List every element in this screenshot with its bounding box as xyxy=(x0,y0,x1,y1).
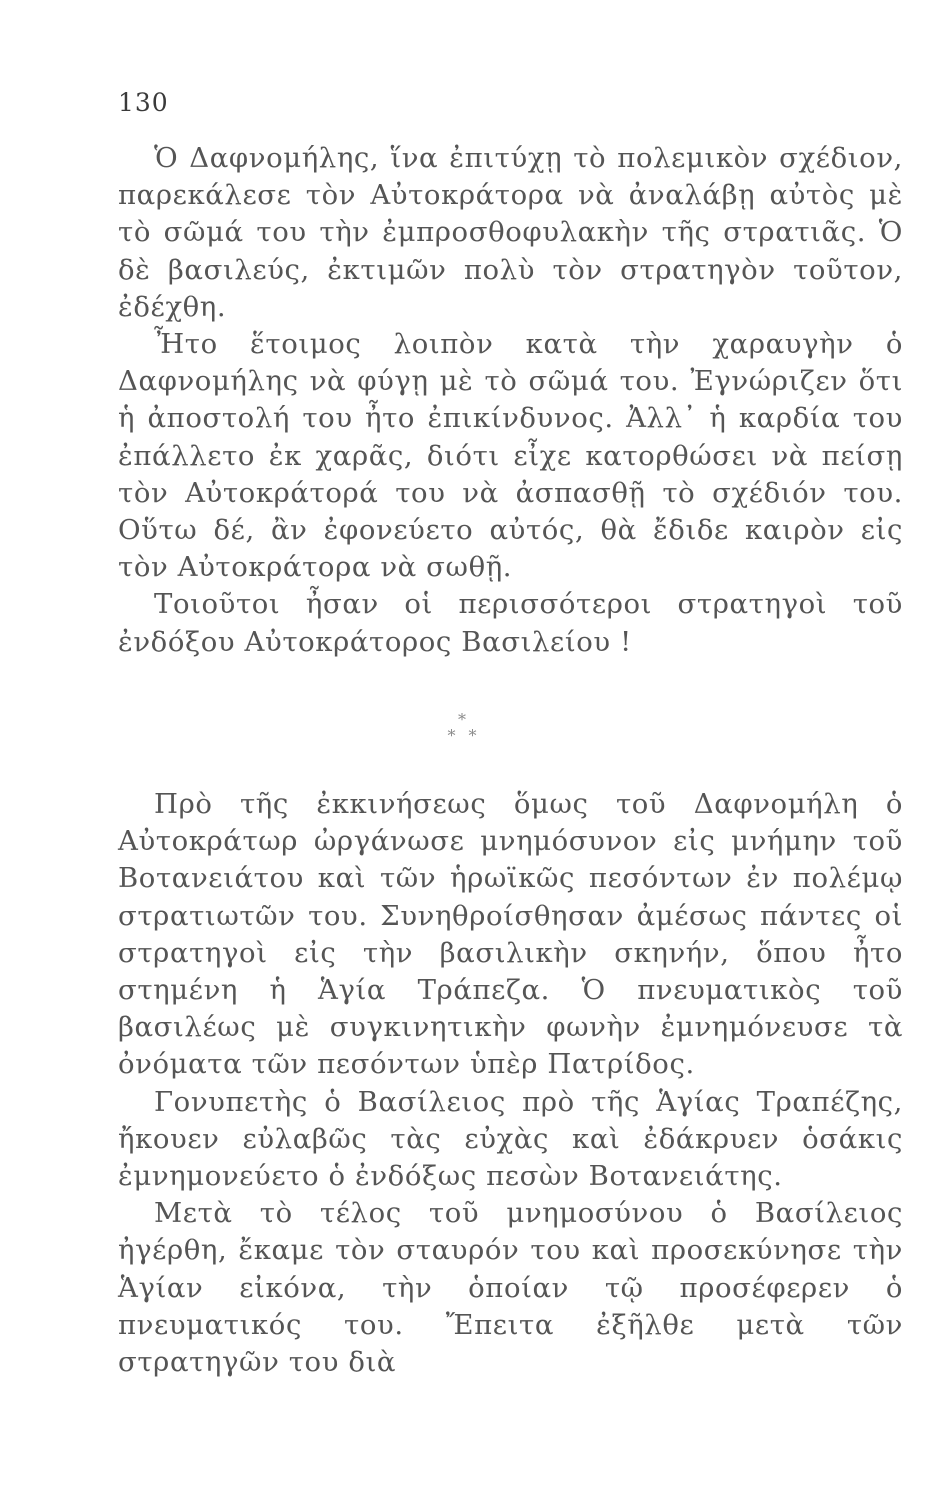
paragraph: Ὁ Δαφνομήλης, ἵνα ἐπιτύχῃ τὸ πολεμικὸν σχέδιον, παρεκάλεσε τὸν Αὐτοκράτορα νὰ ἀναλάβῃ αὐτὸς μὲ τὸ σῶμά του τὴν ἐμπροσθοφυλακὴν τῆς στρατιᾶς. Ὁ δὲ βασιλεύς, ἐκτιμῶν πολὺ τὸν στρατηγὸν τοῦτον, ἐδέχθη. xyxy=(118,142,903,323)
asterism-bottom: * * xyxy=(447,726,481,745)
paragraph: Πρὸ τῆς ἐκκινήσεως ὅμως τοῦ Δαφνομήλη ὁ Αὐτοκράτωρ ὠργάνωσε μνημόσυνον εἰς μνήμην τοῦ Βοτανειάτου καὶ τῶν ἡρωϊκῶς πεσόντων ἐν πολέμῳ στρατιωτῶν του. Συνηθροίσθησαν ἀμέσως πάντες οἱ στρατηγοὶ εἰς τὴν βασιλικὴν σκηνήν, ὅπου ἦτο στημένη ἡ Ἁγία Τράπεζα. Ὁ πνευματικὸς τοῦ βασιλέως μὲ συγκινητικὴν φωνὴν ἐμνημόνευσε τὰ ὀνόματα τῶν πεσόντων ὑπὲρ Πατρίδος. xyxy=(118,788,903,1081)
page-number: 130 xyxy=(118,88,169,117)
text-section-1 xyxy=(118,140,903,661)
paragraph: Μετὰ τὸ τέλος τοῦ μνημοσύνου ὁ Βασίλειος ἠγέρθη, ἔκαμε τὸν σταυρόν του καὶ προσεκύνησε τὴν Ἁγίαν εἰκόνα, τὴν ὁποίαν τῷ προσέφερεν ὁ πνευματικός του. Ἔπειτα ἐξῆλθε μετὰ τῶν στρατηγῶν του διὰ xyxy=(118,1197,903,1379)
paragraph: Γονυπετὴς ὁ Βασίλειος πρὸ τῆς Ἁγίας Τραπέζης, ἤκουεν εὐλαβῶς τὰς εὐχὰς καὶ ἐδάκρυεν ὁσάκις ἐμνημονεύετο ὁ ἐνδόξως πεσὼν Βοτανειάτης. xyxy=(118,1085,903,1193)
paragraph: Τοιοῦτοι ἦσαν οἱ περισσότεροι στρατηγοὶ τοῦ ἐνδόξου Αὐτοκράτορος Βασιλείου ! xyxy=(118,588,903,658)
section-divider-asterism xyxy=(0,712,928,744)
asterism-top: * xyxy=(458,710,470,729)
paragraph: Ἦτο ἕτοιμος λοιπὸν κατὰ τὴν χαραυγὴν ὁ Δαφνομήλης νὰ φύγῃ μὲ τὸ σῶμά του. Ἐγνώριζεν ὅτι ἡ ἀποστολή του ἦτο ἐπικίνδυνος. Ἀλλ᾽ ἡ καρδία του ἐπάλλετο ἐκ χαρᾶς, διότι εἶχε κατορθώσει νὰ πείσῃ τὸν Αὐτοκράτορά του νὰ ἀσπασθῇ τὸ σχέδιόν του. Οὕτω δέ, ἂν ἐφονεύετο αὐτός, θὰ ἔδιδε καιρὸν εἰς τὸν Αὐτοκράτορα νὰ σωθῇ. xyxy=(118,328,903,584)
text-section-2 xyxy=(118,786,903,1381)
